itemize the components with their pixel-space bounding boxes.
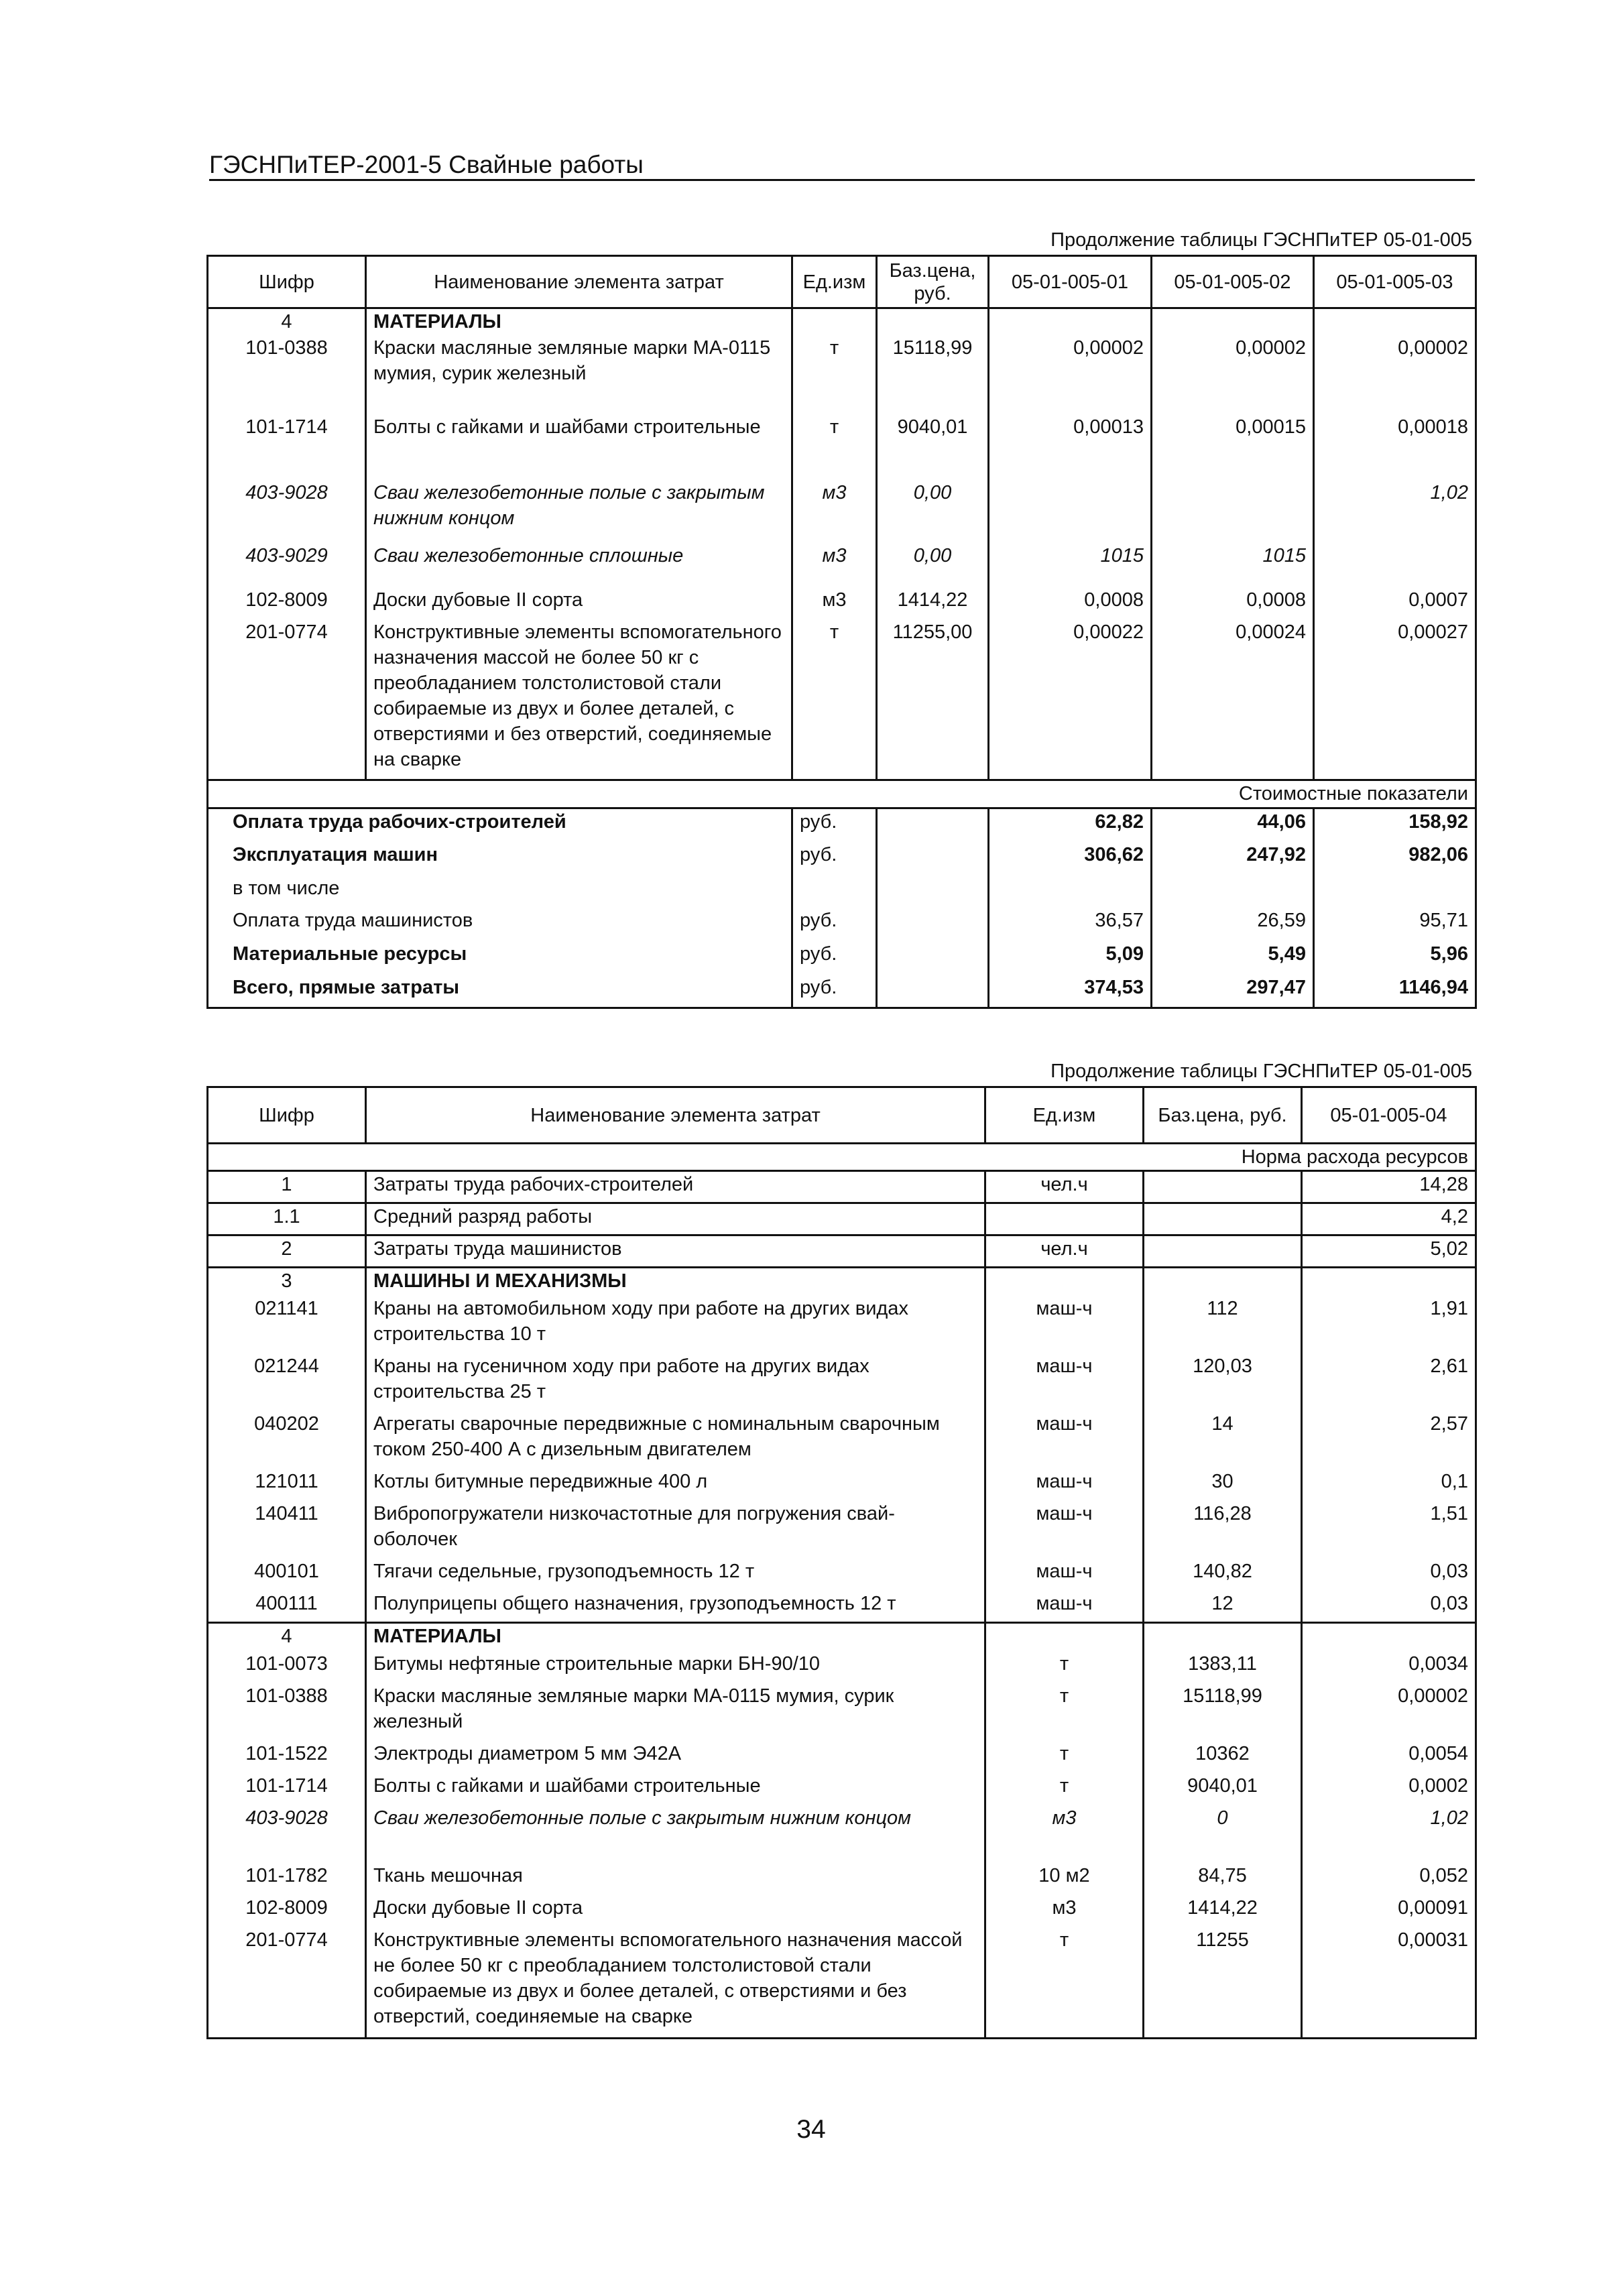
cost-value-3: 158,92 (1408, 811, 1468, 833)
row-code: 403-9029 (245, 544, 328, 566)
row-price: 120,03 (1144, 1353, 1302, 1411)
header-unit: Ед.изм (985, 1087, 1144, 1144)
cost-unit: руб. (792, 808, 877, 842)
row-price: 1414,22 (877, 587, 989, 619)
header-code: Шифр (208, 1087, 366, 1144)
row-code: 3 (281, 1270, 292, 1292)
cost-name: Материальные ресурсы (233, 943, 467, 965)
row-value-1: 0,00013 (989, 414, 1152, 480)
cost-name: в том числе (233, 877, 340, 899)
cost-value-1: 306,62 (989, 842, 1152, 875)
row-value-2: 1015 (1152, 543, 1314, 587)
row-price: 0,00 (877, 480, 989, 543)
header-col4: 05-01-005-04 (1302, 1087, 1476, 1144)
row-value-3: 1,02 (1430, 481, 1468, 503)
row-value: 2,57 (1430, 1412, 1468, 1435)
row-unit: чел.ч (985, 1171, 1144, 1203)
table-row (208, 335, 1476, 414)
row-code: 400111 (255, 1592, 318, 1614)
row-value-1: 0,00022 (989, 619, 1152, 780)
row-code: 403-9028 (245, 1807, 328, 1829)
table-row (208, 1773, 1476, 1805)
cost-section-label: Стоимостные показатели (1238, 783, 1468, 804)
cost-unit: руб. (792, 941, 877, 975)
row-unit: м3 (792, 543, 877, 587)
row-name: Агрегаты сварочные передвижные с номинальным сварочным током 250-400 А с дизельным двигателем (366, 1411, 985, 1469)
row-unit: т (985, 1683, 1144, 1741)
row-value: 14,28 (1419, 1174, 1468, 1195)
row-price: 11255,00 (877, 619, 989, 780)
table1 (206, 255, 1477, 1009)
row-price: 12 (1144, 1591, 1302, 1623)
table-row (208, 414, 1476, 480)
norm-label: Норма расхода ресурсов (1241, 1146, 1468, 1168)
row-name: Болты с гайками и шайбами строительные (366, 1773, 985, 1805)
header-price: Баз.цена, руб. (877, 256, 989, 308)
row-value-2 (1152, 480, 1314, 543)
row-price: 30 (1144, 1469, 1302, 1501)
norm-label-row (208, 1144, 1476, 1171)
cost-row (208, 808, 1476, 842)
row-price: 9040,01 (877, 414, 989, 480)
row-value-3: 0,00027 (1398, 621, 1468, 643)
cost-value-3: 5,96 (1430, 943, 1468, 965)
cost-value-1: 5,09 (989, 941, 1152, 975)
table-row (208, 1411, 1476, 1469)
row-name: Битумы нефтяные строительные марки БН-90/10 (366, 1651, 985, 1683)
row-code: 201-0774 (245, 1929, 328, 1951)
row-name: Краны на автомобильном ходу при работе на других видах строительства 10 т (366, 1296, 985, 1353)
cost-unit: руб. (792, 908, 877, 941)
header-name: Наименование элемента затрат (366, 256, 792, 308)
cost-value-3: 982,06 (1408, 843, 1468, 865)
row-price: 116,28 (1144, 1501, 1302, 1559)
table1-header-row (208, 256, 1476, 308)
row-name: Краски масляные земляные марки МА-0115 мумия, сурик железный (366, 335, 792, 414)
table2-caption: Продолжение таблицы ГЭСНПиТЕР 05-01-005 (1050, 1061, 1472, 1082)
cost-value-3: 95,71 (1419, 909, 1468, 931)
table-row (208, 1296, 1476, 1353)
table-row (208, 1927, 1476, 2039)
row-name: Доски дубовые II сорта (366, 1895, 985, 1927)
cost-name: Эксплуатация машин (233, 843, 438, 865)
row-code: 121011 (255, 1470, 318, 1492)
row-price: 15118,99 (877, 335, 989, 414)
row-code: 1.1 (273, 1206, 300, 1227)
table-row (208, 1805, 1476, 1863)
table-row (208, 619, 1476, 780)
row-name: Котлы битумные передвижные 400 л (366, 1469, 985, 1501)
row-value: 1,51 (1430, 1502, 1468, 1524)
row-value: 0,00031 (1398, 1929, 1468, 1951)
table-row (208, 1353, 1476, 1411)
cost-value-1: 62,82 (989, 808, 1152, 842)
row-value-2: 0,00002 (1152, 335, 1314, 414)
row-unit: т (985, 1927, 1144, 2039)
row-value: 0,1 (1441, 1470, 1468, 1492)
table-row (208, 1895, 1476, 1927)
row-code: 2 (281, 1238, 292, 1260)
row-value: 0,052 (1419, 1864, 1468, 1886)
header-col3: 05-01-005-03 (1314, 256, 1476, 308)
row-unit: т (985, 1741, 1144, 1773)
row-name: Тягачи седельные, грузоподъемность 12 т (366, 1559, 985, 1591)
header-rule (209, 179, 1475, 181)
row-unit: т (985, 1773, 1144, 1805)
row-name: Ткань мешочная (366, 1863, 985, 1895)
row-code: 101-0388 (245, 1685, 328, 1707)
table-row (208, 1501, 1476, 1559)
row-value-1: 1015 (989, 543, 1152, 587)
table2-header-row (208, 1087, 1476, 1144)
row-value-3: 0,0007 (1408, 589, 1468, 611)
row-name: Конструктивные элементы вспомогательного назначения массой не более 50 кг с преобладанием толстолистовой стали собираемые из двух и более деталей, с отверстиями и без отверстий, соединяемые на сварке (366, 619, 792, 780)
cost-value-2: 44,06 (1152, 808, 1314, 842)
table-row (208, 308, 1476, 335)
cost-value-1: 374,53 (989, 975, 1152, 1008)
row-name: Краны на гусеничном ходу при работе на других видах строительства 25 т (366, 1353, 985, 1411)
row-unit: т (792, 619, 877, 780)
row-name: Краски масляные земляные марки МА-0115 мумия, сурик железный (366, 1683, 985, 1741)
row-price: 14 (1144, 1411, 1302, 1469)
row-value: 1,91 (1430, 1297, 1468, 1319)
cost-value-2: 5,49 (1152, 941, 1314, 975)
table-row (208, 587, 1476, 619)
row-name: Вибропогружатели низкочастотные для погружения свай-оболочек (366, 1501, 985, 1559)
row-value: 0,0054 (1408, 1742, 1468, 1764)
row-code: 101-1782 (245, 1864, 328, 1886)
row-name: Сваи железобетонные полые с закрытым нижним концом (366, 480, 792, 543)
page-number: 34 (796, 2115, 826, 2144)
row-price: 9040,01 (1144, 1773, 1302, 1805)
row-value-3 (1314, 543, 1476, 587)
row-code: 201-0774 (245, 621, 328, 643)
table-row (208, 543, 1476, 587)
header-col1: 05-01-005-01 (989, 256, 1152, 308)
row-name: Затраты труда рабочих-строителей (366, 1171, 985, 1203)
header-unit: Ед.изм (792, 256, 877, 308)
row-code: 102-8009 (245, 1896, 328, 1919)
row-unit: маш-ч (985, 1469, 1144, 1501)
row-unit: маш-ч (985, 1501, 1144, 1559)
table-row (208, 1741, 1476, 1773)
row-name: Доски дубовые II сорта (366, 587, 792, 619)
row-value-2: 0,00015 (1152, 414, 1314, 480)
table-row (208, 1623, 1476, 1651)
cost-value-2: 297,47 (1152, 975, 1314, 1008)
row-price: 0 (1144, 1805, 1302, 1863)
cost-name: Оплата труда рабочих-строителей (233, 811, 566, 833)
row-code: 102-8009 (245, 589, 328, 611)
row-code: 4 (281, 1626, 292, 1647)
row-name: Сваи железобетонные сплошные (366, 543, 792, 587)
table-row (208, 1559, 1476, 1591)
row-code: 021244 (254, 1355, 319, 1377)
table-row (208, 480, 1476, 543)
table-row (208, 1171, 1476, 1203)
header-price: Баз.цена, руб. (1144, 1087, 1302, 1144)
header-code: Шифр (208, 256, 366, 308)
row-value: 5,02 (1430, 1238, 1468, 1260)
page-header: ГЭСНПиТЕР-2001-5 Свайные работы (209, 151, 644, 178)
row-value: 0,0034 (1408, 1652, 1468, 1675)
row-value-1: 0,00002 (989, 335, 1152, 414)
row-unit: м3 (792, 587, 877, 619)
row-value: 1,02 (1430, 1807, 1468, 1829)
row-code: 403-9028 (245, 481, 328, 503)
row-value: 4,2 (1441, 1206, 1468, 1227)
row-unit: т (792, 414, 877, 480)
row-price: 140,82 (1144, 1559, 1302, 1591)
row-name: МАШИНЫ И МЕХАНИЗМЫ (366, 1268, 985, 1296)
cost-name: Оплата труда машинистов (233, 909, 473, 931)
cost-value-3: 1146,94 (1398, 976, 1468, 998)
row-unit: т (792, 335, 877, 414)
table1-caption: Продолжение таблицы ГЭСНПиТЕР 05-01-005 (1050, 229, 1472, 251)
row-unit: маш-ч (985, 1559, 1144, 1591)
row-value: 0,03 (1430, 1592, 1468, 1614)
row-name: Конструктивные элементы вспомогательного назначения массой не более 50 кг с преобладанием толстолистовой стали собираемые из двух и более деталей, с отверстиями и без отверстий, соединяемые на сварке (366, 1927, 985, 2039)
row-code: 101-0388 (245, 337, 328, 359)
row-value-3: 0,00002 (1398, 337, 1468, 359)
row-price: 10362 (1144, 1741, 1302, 1773)
table-row (208, 1651, 1476, 1683)
row-name: Болты с гайками и шайбами строительные (366, 414, 792, 480)
row-code: 400101 (254, 1560, 319, 1582)
cost-row (208, 941, 1476, 975)
table-row (208, 1683, 1476, 1741)
row-value-1: 0,0008 (989, 587, 1152, 619)
row-unit: м3 (792, 480, 877, 543)
row-value: 0,03 (1430, 1560, 1468, 1582)
row-code: 040202 (254, 1412, 319, 1435)
cost-unit: руб. (792, 975, 877, 1008)
row-code: 101-1714 (245, 1774, 328, 1797)
row-code: 101-1714 (245, 416, 328, 438)
row-value: 2,61 (1430, 1355, 1468, 1377)
row-value: 0,00091 (1398, 1896, 1468, 1919)
row-value-1 (989, 480, 1152, 543)
row-unit: т (985, 1651, 1144, 1683)
row-code: 140411 (255, 1502, 318, 1524)
row-value-3: 0,00018 (1398, 416, 1468, 438)
row-price (1144, 1171, 1302, 1203)
row-name: Полуприцепы общего назначения, грузоподъемность 12 т (366, 1591, 985, 1623)
row-price: 84,75 (1144, 1863, 1302, 1895)
cost-unit: руб. (792, 842, 877, 875)
row-value-2: 0,00024 (1152, 619, 1314, 780)
row-unit: 10 м2 (985, 1863, 1144, 1895)
row-price: 0,00 (877, 543, 989, 587)
row-unit: маш-ч (985, 1353, 1144, 1411)
row-unit: маш-ч (985, 1296, 1144, 1353)
table2 (206, 1086, 1477, 2039)
row-code: 4 (281, 311, 292, 333)
cost-name: Всего, прямые затраты (233, 976, 460, 998)
cost-value-2: 247,92 (1152, 842, 1314, 875)
row-name: МАТЕРИАЛЫ (366, 1623, 985, 1651)
row-price: 1414,22 (1144, 1895, 1302, 1927)
row-price: 1383,11 (1144, 1651, 1302, 1683)
row-name: Электроды диаметром 5 мм Э42А (366, 1741, 985, 1773)
row-code: 101-1522 (245, 1742, 328, 1764)
cost-row (208, 908, 1476, 941)
table-row (208, 1863, 1476, 1895)
row-unit: м3 (985, 1895, 1144, 1927)
header-col2: 05-01-005-02 (1152, 256, 1314, 308)
row-price: 15118,99 (1144, 1683, 1302, 1741)
row-code: 1 (281, 1174, 292, 1195)
table-row (208, 1203, 1476, 1235)
cost-row (208, 842, 1476, 875)
row-name: МАТЕРИАЛЫ (366, 308, 792, 335)
row-name: Сваи железобетонные полые с закрытым нижним концом (366, 1805, 985, 1863)
row-unit: чел.ч (985, 1235, 1144, 1268)
row-unit: м3 (985, 1805, 1144, 1863)
row-value: 0,0002 (1408, 1774, 1468, 1797)
cost-value-1: 36,57 (989, 908, 1152, 941)
table-row (208, 1469, 1476, 1501)
row-value-2: 0,0008 (1152, 587, 1314, 619)
row-code: 021141 (255, 1297, 318, 1319)
row-value: 0,00002 (1398, 1685, 1468, 1707)
cost-value-2: 26,59 (1152, 908, 1314, 941)
table-row (208, 1268, 1476, 1296)
row-name: Затраты труда машинистов (366, 1235, 985, 1268)
row-unit: маш-ч (985, 1411, 1144, 1469)
header-name: Наименование элемента затрат (366, 1087, 985, 1144)
row-code: 101-0073 (245, 1652, 328, 1675)
row-unit: маш-ч (985, 1591, 1144, 1623)
row-name: Средний разряд работы (366, 1203, 985, 1235)
row-price: 11255 (1144, 1927, 1302, 2039)
cost-row (208, 875, 1476, 908)
row-price: 112 (1144, 1296, 1302, 1353)
table-row (208, 1591, 1476, 1623)
cost-row (208, 975, 1476, 1008)
table-row (208, 1235, 1476, 1268)
cost-section-row (208, 780, 1476, 808)
